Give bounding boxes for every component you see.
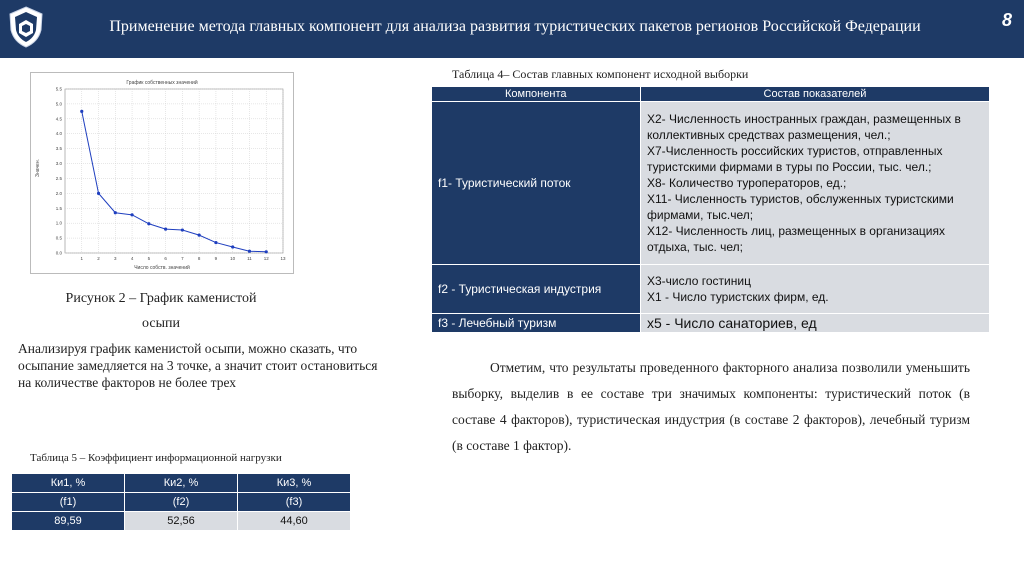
chart-point	[231, 245, 234, 248]
indicator-item: Х12- Численность лиц, размещенных в организациях отдыха, тыс. чел;	[647, 224, 946, 254]
table4-row	[432, 265, 990, 314]
chart-point	[181, 228, 184, 231]
table4-component-cell: f2 - Туристическая индустрия	[432, 265, 641, 314]
scree-plot-svg	[31, 73, 293, 273]
indicator-item: Х1 - Число туристских фирм, ед.	[647, 290, 829, 304]
table4-indicators-cell	[641, 102, 990, 265]
chart-x-tick-label: 4	[130, 256, 134, 261]
indicator-item: Х7-Численность российских туристов, отправленных туристскими фирмами в туры по России, тыс. чел.;	[647, 144, 943, 174]
chart-y-tick-label: 5.5	[55, 86, 62, 92]
chart-y-tick-label: 0.5	[55, 235, 62, 241]
chart-x-tick-label: 7	[181, 256, 184, 261]
indicator-item: Х3-число гостиниц	[647, 274, 751, 288]
chart-title: График собственных значений	[126, 80, 198, 86]
table5-subheader-cell: (f3)	[238, 493, 351, 512]
chart-point	[114, 211, 117, 214]
chart-y-tick-label: 2.5	[55, 175, 62, 181]
chart-y-tick-label: 3.5	[55, 146, 62, 152]
table4-header-row	[432, 87, 990, 102]
chart-x-tick-label: 2	[97, 256, 100, 261]
page-number: 8	[1001, 10, 1012, 30]
figure-caption	[30, 286, 292, 336]
scree-analysis-paragraph: Анализируя график каменистой осыпи, можно сказать, что осыпание замедляется на 3 точке, а значит стоит остановиться на количестве факторов не более трех	[18, 341, 378, 390]
table4-row	[432, 102, 990, 265]
chart-point	[147, 222, 150, 225]
university-crest-icon	[8, 6, 44, 48]
figure-caption-line1: Рисунок 2 – График каменистой	[65, 291, 257, 306]
scree-plot	[30, 72, 294, 274]
chart-x-tick-label: 3	[114, 256, 117, 261]
chart-point	[198, 234, 201, 237]
chart-y-tick-label: 1.5	[55, 205, 62, 211]
chart-x-tick-label: 9	[214, 256, 218, 261]
indicator-item: x5 - Число санаториев, ед	[647, 315, 817, 331]
table5-value-cell: 89,59	[12, 512, 125, 531]
chart-x-tick-label: 1	[80, 256, 84, 261]
chart-point	[97, 192, 100, 195]
table5-header-cell: Ки1, %	[12, 474, 125, 493]
table5-header-cell: Ки2, %	[125, 474, 238, 493]
chart-point	[214, 241, 217, 244]
chart-y-tick-label: 5.0	[55, 101, 62, 107]
indicator-item: Х8- Количество туроператоров, ед.;	[647, 176, 847, 190]
chart-y-tick-label: 4.5	[55, 116, 62, 122]
table4-header-cell: Компонента	[432, 87, 641, 102]
chart-x-tick-label: 10	[230, 256, 236, 261]
table5-subheader-cell: (f2)	[125, 493, 238, 512]
table4-header-cell: Состав показателей	[641, 87, 990, 102]
table4-indicators-cell	[641, 265, 990, 314]
chart-x-tick-label: 12	[263, 256, 269, 261]
chart-x-tick-label: 8	[197, 256, 201, 261]
table4-component-cell: f1- Туристический поток	[432, 102, 641, 265]
chart-y-axis-label: Значен.	[35, 159, 41, 177]
chart-x-tick-label: 11	[247, 256, 252, 261]
table5-info-load	[11, 473, 351, 531]
table5-value-row	[12, 512, 351, 531]
table4-indicators-cell	[641, 314, 990, 333]
chart-x-tick-label: 5	[147, 256, 151, 261]
table5-value-cell: 44,60	[238, 512, 351, 531]
table4-components	[431, 87, 990, 333]
chart-y-tick-label: 3.0	[55, 161, 62, 167]
slide-header	[0, 0, 1024, 58]
chart-point	[248, 250, 251, 253]
table5-value-cell: 52,56	[125, 512, 238, 531]
chart-point	[130, 213, 133, 216]
chart-point	[265, 250, 268, 253]
table5-title: Таблица 5 – Коэффициент информационной нагрузки	[30, 452, 282, 464]
chart-x-axis-label: Число собств. значений	[134, 265, 190, 271]
indicator-item: Х11- Численность туристов, обслуженных туристскими фирмами, тыс.чел;	[647, 192, 954, 222]
chart-y-tick-label: 1.0	[55, 220, 62, 226]
chart-point	[164, 228, 167, 231]
table4-row	[432, 314, 990, 333]
table4-title: Таблица 4– Состав главных компонент исходной выборки	[452, 67, 749, 81]
slide-title: Применение метода главных компонент для анализа развития туристических пакетов регионов Российской Федерации	[109, 18, 921, 35]
chart-x-tick-label: 6	[164, 256, 167, 261]
chart-y-tick-label: 4.0	[55, 131, 62, 137]
chart-y-tick-label: 2.0	[55, 190, 62, 196]
table5-subheader-row	[12, 493, 351, 512]
chart-x-tick-label: 13	[280, 256, 286, 261]
plot-background	[33, 75, 291, 271]
chart-point	[80, 110, 83, 113]
table5-header-row	[12, 474, 351, 493]
table5-subheader-cell: (f1)	[12, 493, 125, 512]
chart-y-tick-label: 0.0	[55, 250, 62, 256]
figure-caption-line2: осыпи	[142, 316, 180, 331]
conclusion-paragraph: Отметим, что результаты проведенного факторного анализа позволили уменьшить выборку, выделив в ее составе три значимых компоненты: туристический поток (в составе 4 факторов), туристическая индустрия (в составе 2 факторов), лечебный туризм (в составе 1 фактор).	[452, 360, 970, 453]
table5-header-cell: Ки3, %	[238, 474, 351, 493]
indicator-item: Х2- Численность иностранных граждан, размещенных в коллективных средствах размещения, чел.;	[647, 112, 961, 142]
table4-component-cell: f3 - Лечебный туризм	[432, 314, 641, 333]
